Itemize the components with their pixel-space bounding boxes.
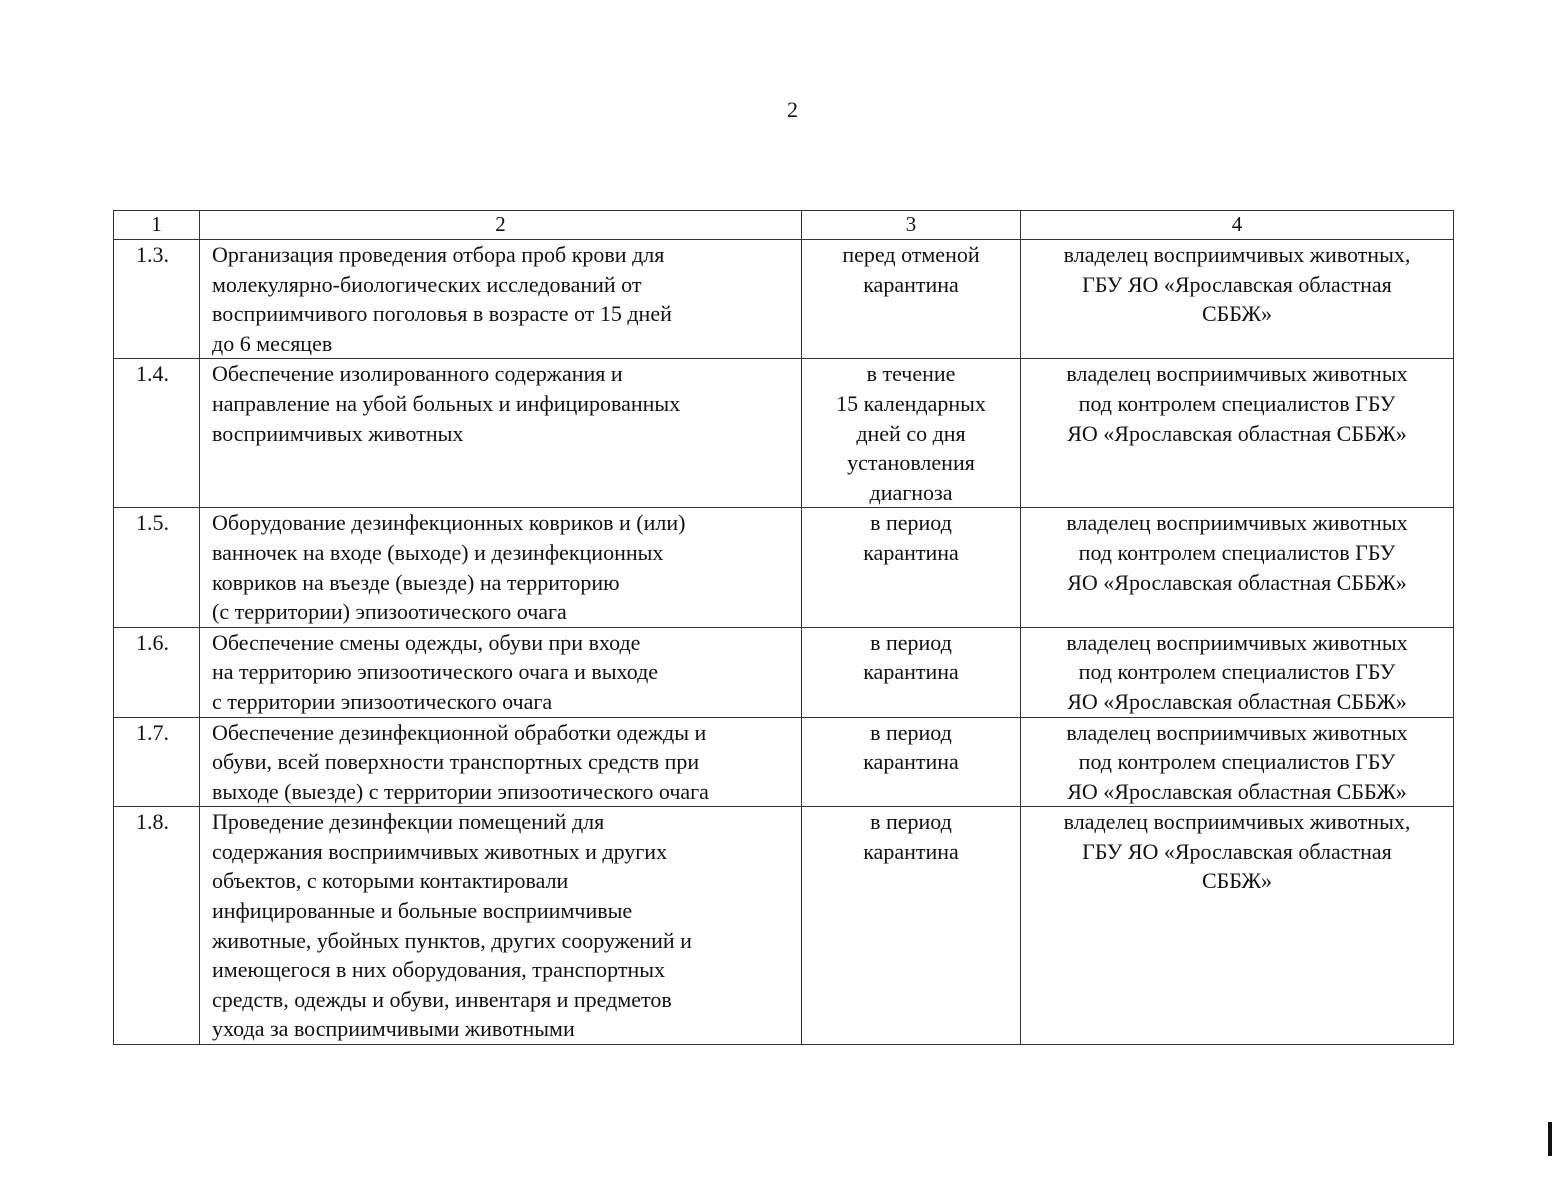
- responsible-line: владелец восприимчивых животных,: [1063, 242, 1411, 267]
- term-line: 15 календарных: [836, 390, 986, 416]
- measure-description: [200, 508, 802, 627]
- table-header-row: [114, 211, 1454, 240]
- measure-description: [200, 627, 802, 717]
- row-number: 1.8.: [114, 807, 200, 1045]
- table-row: [114, 508, 1454, 627]
- description-line: молекулярно-биологических исследований от: [212, 271, 642, 297]
- row-number: 1.7.: [114, 717, 200, 807]
- description-line: животные, убойных пунктов, других сооружений и: [212, 927, 692, 953]
- responsible-line: под контролем специалистов ГБУ: [1078, 749, 1396, 775]
- header-cell-4: 4: [1021, 211, 1454, 240]
- term-line: карантина: [863, 271, 959, 297]
- description-line: направление на убой больных и инфицированных: [212, 390, 681, 416]
- header-cell-2: 2: [200, 211, 802, 240]
- header-cell-3: 3: [802, 211, 1021, 240]
- description-line: Обеспечение дезинфекционной обработки одежды и: [212, 719, 707, 745]
- term-line: перед отменой: [842, 242, 980, 267]
- row-number: 1.5.: [114, 508, 200, 627]
- row-number: 1.4.: [114, 359, 200, 508]
- header-cell-1: 1: [114, 211, 200, 240]
- description-line: инфицированные и больные восприимчивые: [212, 898, 633, 924]
- table-row: [114, 240, 1454, 359]
- measure-description: [200, 240, 802, 359]
- table-row: [114, 627, 1454, 717]
- responsible-line: владелец восприимчивых животных: [1066, 510, 1408, 536]
- table-row: [114, 359, 1454, 508]
- description-line: до 6 месяцев: [212, 330, 333, 356]
- description-line: содержания восприимчивых животных и других: [212, 838, 668, 864]
- responsible-line: под контролем специалистов ГБУ: [1078, 390, 1396, 416]
- term-line: в период: [870, 809, 952, 835]
- responsible-party: [1021, 359, 1454, 508]
- responsible-party: [1021, 627, 1454, 717]
- page-number: 2: [787, 97, 798, 122]
- measure-description: [200, 807, 802, 1045]
- measure-description: [200, 717, 802, 807]
- term-line: в период: [870, 510, 952, 536]
- description-line: выходе (выезде) с территории эпизоотического очага: [212, 778, 709, 804]
- description-line: обуви, всей поверхности транспортных средств при: [212, 749, 700, 775]
- measure-term: [802, 359, 1021, 508]
- term-line: карантина: [863, 659, 959, 685]
- term-line: в течение: [866, 361, 956, 387]
- description-line: на территорию эпизоотического очага и выходе: [212, 659, 659, 685]
- responsible-line: ЯО «Ярославская областная СББЖ»: [1067, 569, 1407, 595]
- responsible-line: ЯО «Ярославская областная СББЖ»: [1067, 688, 1407, 714]
- responsible-party: [1021, 717, 1454, 807]
- description-line: восприимчивых животных: [212, 420, 464, 446]
- measure-term: [802, 240, 1021, 359]
- measure-term: [802, 627, 1021, 717]
- description-line: ковриков на въезде (выезде) на территорию: [212, 569, 620, 595]
- responsible-party: [1021, 240, 1454, 359]
- responsible-line: ГБУ ЯО «Ярославская областная: [1082, 838, 1392, 864]
- responsible-party: [1021, 807, 1454, 1045]
- responsible-line: под контролем специалистов ГБУ: [1078, 659, 1396, 685]
- description-line: объектов, с которыми контактировали: [212, 868, 569, 894]
- description-line: Проведение дезинфекции помещений для: [212, 809, 605, 835]
- description-line: имеющегося в них оборудования, транспортных: [212, 957, 666, 983]
- responsible-line: ЯО «Ярославская областная СББЖ»: [1067, 420, 1407, 446]
- responsible-party: [1021, 508, 1454, 627]
- description-line: средств, одежды и обуви, инвентаря и предметов: [212, 986, 672, 1012]
- responsible-line: ГБУ ЯО «Ярославская областная: [1082, 271, 1392, 297]
- responsible-line: ЯО «Ярославская областная СББЖ»: [1067, 778, 1407, 804]
- term-line: дней со дня: [856, 420, 966, 446]
- responsible-line: СББЖ»: [1201, 301, 1273, 327]
- description-line: восприимчивого поголовья в возрасте от 15 дней: [212, 301, 672, 327]
- table-row: [114, 717, 1454, 807]
- term-line: карантина: [863, 838, 959, 864]
- description-line: ухода за восприимчивыми животными: [212, 1016, 575, 1042]
- table-row: [114, 807, 1454, 1045]
- responsible-line: под контролем специалистов ГБУ: [1078, 539, 1396, 565]
- term-line: карантина: [863, 539, 959, 565]
- responsible-line: владелец восприимчивых животных: [1066, 719, 1408, 745]
- term-line: в период: [870, 719, 952, 745]
- description-line: ванночек на входе (выходе) и дезинфекционных: [212, 539, 664, 565]
- term-line: установления: [847, 450, 975, 476]
- description-line: Оборудование дезинфекционных ковриков и (или): [212, 510, 686, 536]
- scan-edge-mark: [1548, 1122, 1552, 1156]
- measure-term: [802, 508, 1021, 627]
- measure-term: [802, 717, 1021, 807]
- description-line: Обеспечение изолированного содержания и: [212, 361, 623, 387]
- term-line: карантина: [863, 749, 959, 775]
- measures-table: [113, 210, 1454, 1045]
- responsible-line: владелец восприимчивых животных,: [1063, 809, 1411, 835]
- measure-term: [802, 807, 1021, 1045]
- term-line: в период: [870, 629, 952, 655]
- term-line: диагноза: [869, 479, 953, 505]
- responsible-line: СББЖ»: [1201, 868, 1273, 894]
- measure-description: [200, 359, 802, 508]
- description-line: с территории эпизоотического очага: [212, 688, 553, 714]
- description-line: Организация проведения отбора проб крови для: [212, 242, 665, 267]
- description-line: (с территории) эпизоотического очага: [212, 599, 567, 625]
- row-number: 1.3.: [114, 240, 200, 359]
- description-line: Обеспечение смены одежды, обуви при входе: [212, 629, 641, 655]
- row-number: 1.6.: [114, 627, 200, 717]
- responsible-line: владелец восприимчивых животных: [1066, 629, 1408, 655]
- responsible-line: владелец восприимчивых животных: [1066, 361, 1408, 387]
